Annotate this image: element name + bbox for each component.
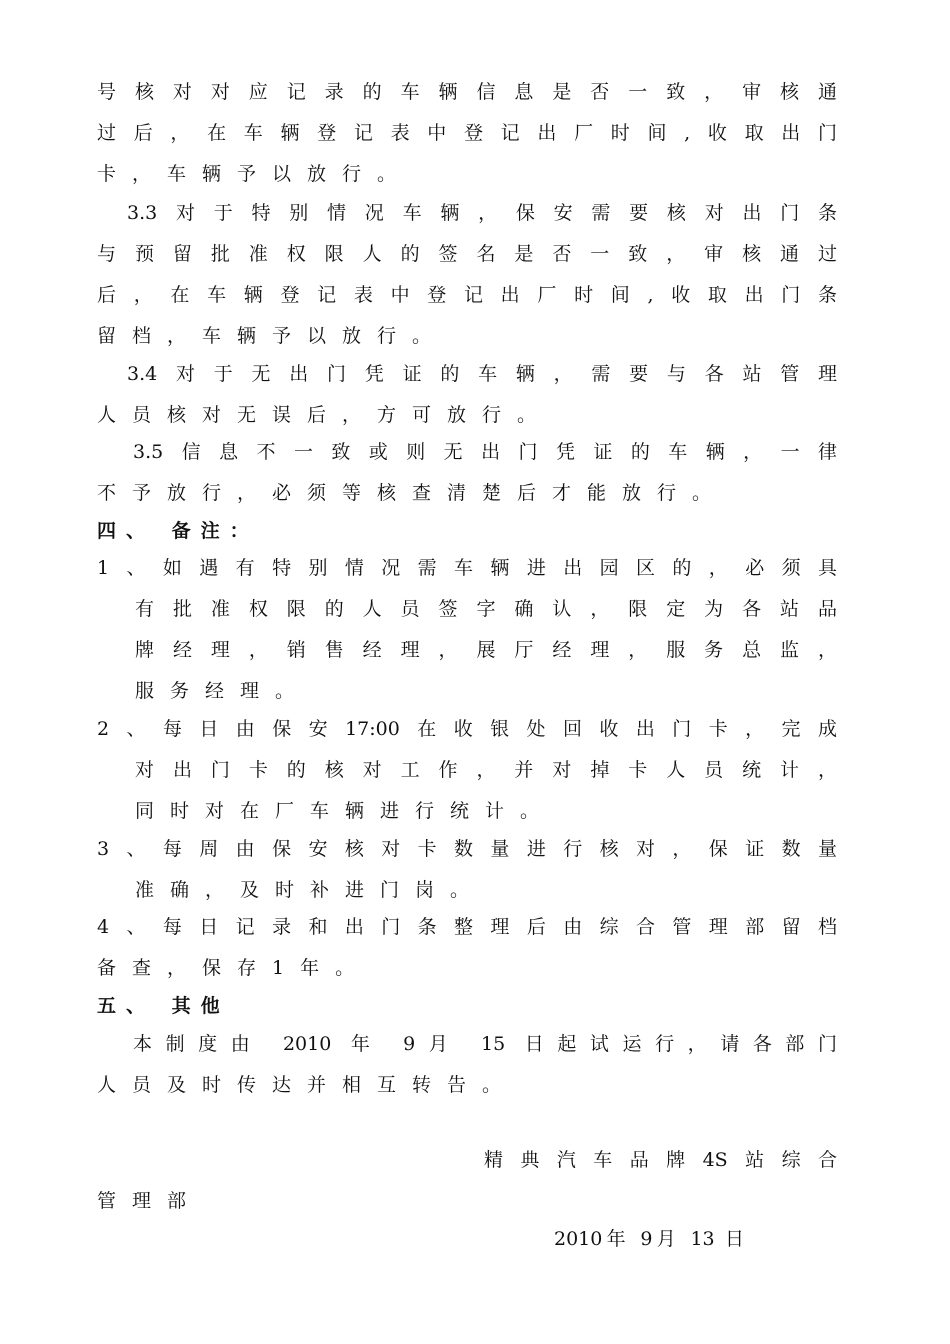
- note-item-line: 1、如遇有特别情况需车辆进出园区的，必须具: [97, 557, 837, 579]
- paragraph-line: 人员及时传达并相互转告。: [97, 1074, 518, 1096]
- note-item-line: 有批准权限的人员签字确认，限定为各站品: [135, 598, 837, 620]
- paragraph-line: 本制度由 2010 年 9月 15 日起试运行，请各部门: [133, 1033, 837, 1055]
- paragraph-line: 后，在车辆登记表中登记出厂时间,收取出门条: [97, 284, 837, 306]
- signature-org-cont: 管理部: [97, 1190, 203, 1212]
- note-item-line: 准确，及时补进门岗。: [135, 879, 486, 901]
- paragraph-line: 卡，车辆予以放行。: [97, 163, 413, 185]
- paragraph-line: 与预留批准权限人的签名是否一致，审核通过: [97, 243, 837, 265]
- paragraph-line: 过后，在车辆登记表中登记出厂时间,收取出门: [97, 122, 837, 144]
- note-item-line: 服务经理。: [135, 680, 311, 702]
- note-item-line: 2、每日由保安17:00在收银处回收出门卡，完成: [97, 718, 837, 740]
- section-heading: 五、 其他: [97, 995, 230, 1017]
- note-item-line: 3、每周由保安核对卡数量进行核对，保证数量: [97, 838, 837, 860]
- note-item-line: 牌经理，销售经理，展厅经理，服务总监，: [135, 639, 837, 661]
- paragraph-line: 3.3对于特别情况车辆，保安需要核对出门条: [127, 202, 837, 224]
- signature-org: 精典汽车品牌4S站综合: [484, 1149, 837, 1171]
- note-item-line: 同时对在厂车辆进行统计。: [135, 800, 556, 822]
- paragraph-line: 3.4对于无出门凭证的车辆，需要与各站管理: [127, 363, 837, 385]
- signature-date: 2010年 9月 13 日: [554, 1228, 744, 1250]
- section-heading: 四、 备注：: [97, 520, 259, 542]
- note-item-line: 4、每日记录和出门条整理后由综合管理部留档: [97, 916, 837, 938]
- note-item-line: 对出门卡的核对工作，并对掉卡人员统计，: [135, 759, 837, 781]
- paragraph-line: 号核对对应记录的车辆信息是否一致，审核通: [97, 81, 837, 103]
- paragraph-line: 留档，车辆予以放行。: [97, 325, 448, 347]
- paragraph-line: 不予放行，必须等核查清楚后才能放行。: [97, 482, 728, 504]
- paragraph-line: 人员核对无误后，方可放行。: [97, 404, 553, 426]
- note-item-line: 备查，保存1年。: [97, 957, 371, 979]
- paragraph-line: 3.5信息不一致或则无出门凭证的车辆，一律: [133, 441, 837, 463]
